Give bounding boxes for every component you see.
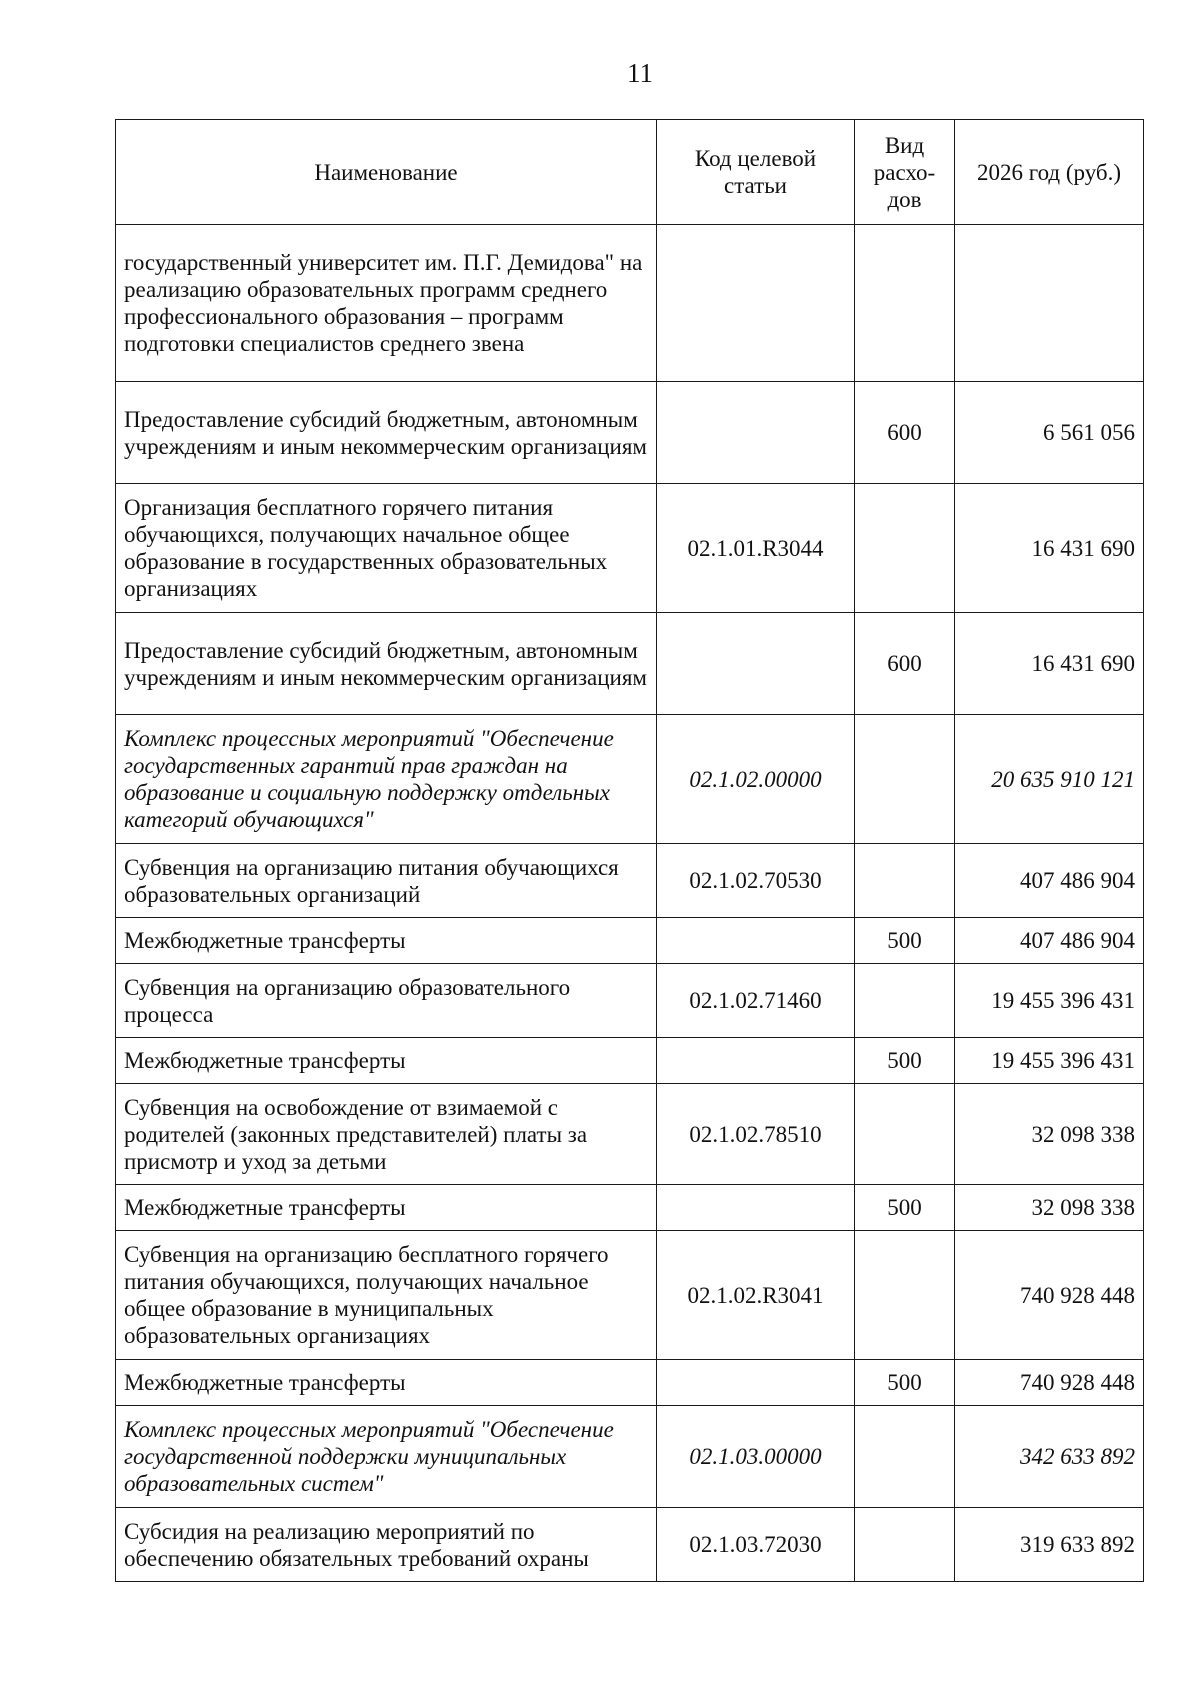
cell-name: Субвенция на освобождение от взимаемой с родителей (законных представителей) платы за присмотр и уход за детьми — [116, 1084, 657, 1185]
header-code: Код целевой статьи — [657, 120, 855, 225]
cell-expense-type — [855, 844, 955, 918]
cell-name: Комплекс процессных мероприятий "Обеспечение государственной поддержки муниципальных образовательных систем" — [116, 1406, 657, 1508]
table-row — [116, 1231, 1144, 1360]
cell-amount — [955, 225, 1144, 382]
cell-code: 02.1.02.71460 — [657, 964, 855, 1038]
table-row — [116, 1185, 1144, 1231]
header-name: Наименование — [116, 120, 657, 225]
cell-expense-type: 600 — [855, 382, 955, 484]
cell-code — [657, 225, 855, 382]
cell-amount: 740 928 448 — [955, 1231, 1144, 1360]
cell-name: государственный университет им. П.Г. Демидова" на реализацию образовательных программ среднего профессионального образования – программ подготовки специалистов среднего звена — [116, 225, 657, 382]
cell-amount: 19 455 396 431 — [955, 964, 1144, 1038]
cell-expense-type: 500 — [855, 918, 955, 964]
cell-amount: 32 098 338 — [955, 1185, 1144, 1231]
table-row — [116, 715, 1144, 844]
cell-code — [657, 613, 855, 715]
cell-name: Субвенция на организацию питания обучающихся образовательных организаций — [116, 844, 657, 918]
cell-expense-type — [855, 1231, 955, 1360]
table-row — [116, 225, 1144, 382]
table-body — [116, 225, 1144, 1582]
cell-amount: 32 098 338 — [955, 1084, 1144, 1185]
table-row — [116, 1084, 1144, 1185]
cell-amount: 407 486 904 — [955, 844, 1144, 918]
table-row — [116, 484, 1144, 613]
cell-expense-type — [855, 484, 955, 613]
cell-code — [657, 1360, 855, 1406]
table-row — [116, 1038, 1144, 1084]
table-row — [116, 1360, 1144, 1406]
cell-code: 02.1.01.R3044 — [657, 484, 855, 613]
cell-code: 02.1.03.00000 — [657, 1406, 855, 1508]
table-row — [116, 1406, 1144, 1508]
cell-amount: 342 633 892 — [955, 1406, 1144, 1508]
cell-amount: 6 561 056 — [955, 382, 1144, 484]
page-number: 11 — [627, 58, 653, 88]
cell-name: Предоставление субсидий бюджетным, автономным учреждениям и иным некоммерческим организациям — [116, 382, 657, 484]
header-amount: 2026 год (руб.) — [955, 120, 1144, 225]
cell-expense-type: 500 — [855, 1038, 955, 1084]
cell-name: Субвенция на организацию образовательного процесса — [116, 964, 657, 1038]
cell-name: Межбюджетные трансферты — [116, 1038, 657, 1084]
cell-name: Межбюджетные трансферты — [116, 1185, 657, 1231]
cell-expense-type — [855, 225, 955, 382]
cell-code — [657, 918, 855, 964]
table-row — [116, 1508, 1144, 1582]
cell-amount: 19 455 396 431 — [955, 1038, 1144, 1084]
cell-amount: 740 928 448 — [955, 1360, 1144, 1406]
cell-expense-type: 600 — [855, 613, 955, 715]
cell-code — [657, 1185, 855, 1231]
cell-code: 02.1.02.R3041 — [657, 1231, 855, 1360]
cell-amount: 407 486 904 — [955, 918, 1144, 964]
cell-code: 02.1.02.00000 — [657, 715, 855, 844]
cell-code: 02.1.02.78510 — [657, 1084, 855, 1185]
budget-table — [115, 119, 1144, 1582]
cell-amount: 16 431 690 — [955, 613, 1144, 715]
table-row — [116, 613, 1144, 715]
cell-name: Организация бесплатного горячего питания обучающихся, получающих начальное общее образование в государственных образовательных организациях — [116, 484, 657, 613]
cell-code — [657, 1038, 855, 1084]
cell-name: Предоставление субсидий бюджетным, автономным учреждениям и иным некоммерческим организациям — [116, 613, 657, 715]
cell-expense-type — [855, 964, 955, 1038]
cell-amount: 20 635 910 121 — [955, 715, 1144, 844]
table-row — [116, 382, 1144, 484]
table-row — [116, 844, 1144, 918]
cell-code: 02.1.03.72030 — [657, 1508, 855, 1582]
table-row — [116, 964, 1144, 1038]
cell-expense-type: 500 — [855, 1360, 955, 1406]
cell-name: Межбюджетные трансферты — [116, 918, 657, 964]
table-header-row — [116, 120, 1144, 225]
cell-amount: 319 633 892 — [955, 1508, 1144, 1582]
cell-code — [657, 382, 855, 484]
cell-name: Комплекс процессных мероприятий "Обеспечение государственных гарантий прав граждан на образование и социальную поддержку отдельных категорий обучающихся" — [116, 715, 657, 844]
header-expense-type: Вид расхо-дов — [855, 120, 955, 225]
cell-expense-type — [855, 1084, 955, 1185]
cell-name: Межбюджетные трансферты — [116, 1360, 657, 1406]
cell-name: Субвенция на организацию бесплатного горячего питания обучающихся, получающих начальное общее образование в муниципальных образовательных организациях — [116, 1231, 657, 1360]
cell-expense-type — [855, 1406, 955, 1508]
cell-expense-type: 500 — [855, 1185, 955, 1231]
cell-code: 02.1.02.70530 — [657, 844, 855, 918]
cell-amount: 16 431 690 — [955, 484, 1144, 613]
cell-name: Субсидия на реализацию мероприятий по обеспечению обязательных требований охраны — [116, 1508, 657, 1582]
cell-expense-type — [855, 1508, 955, 1582]
cell-expense-type — [855, 715, 955, 844]
table-row — [116, 918, 1144, 964]
